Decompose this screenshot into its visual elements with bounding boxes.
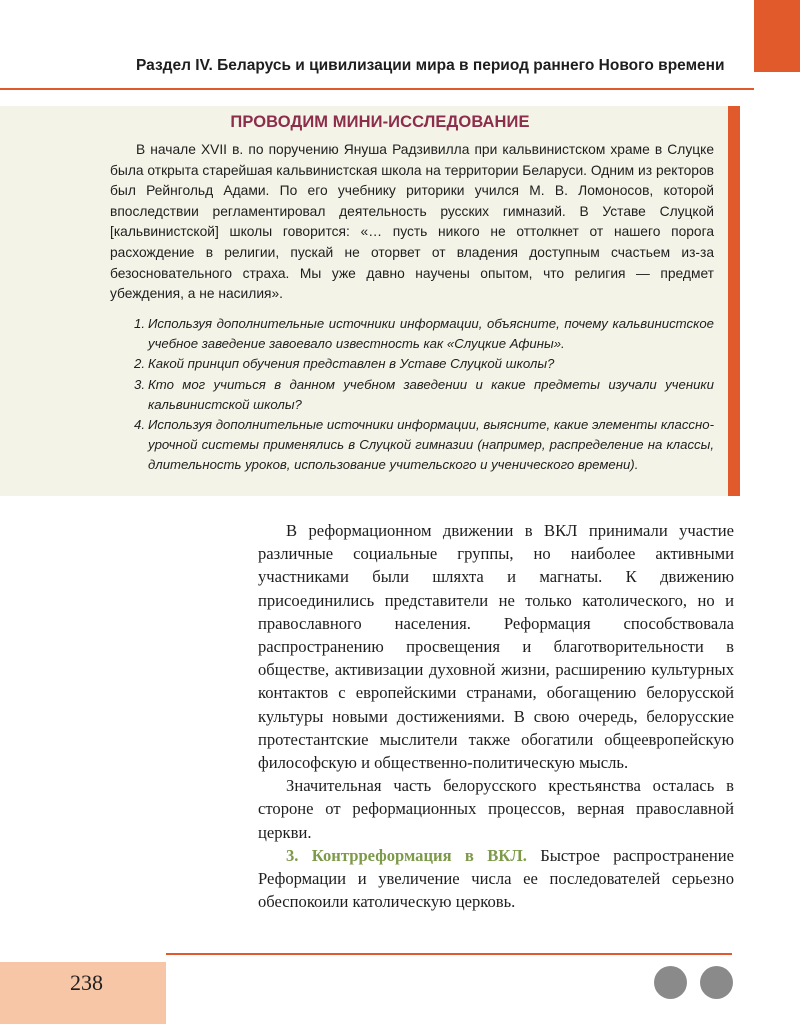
decor-dot (700, 966, 733, 999)
research-box-paragraph: В начале XVII в. по поручению Януша Радзивилла при кальвинистском храме в Слуцке была открыта старейшая кальвинистская школа на территории Беларуси. Одним из ректоров был Рейнгольд Адами. По его учебнику риторики учился М. В. Ломоносов, которой впоследствии регламентировал деятельность русских гимназий. В Уставе Слуцкой [кальвинистской] школы говорится: «… пусть никого не оттолкнет от нашего порога расхождение в религии, пускай не оторвет от владения доступным счастьем из-за безосновательного страха. Мы уже давно научены опытом, что религия — предмет убеждения, а не насилия». (110, 142, 714, 302)
question-item (110, 354, 714, 374)
question-text: Кто мог учиться в данном учебном заведении и какие предметы изучали ученики кальвинистской школы? (148, 376, 714, 412)
question-text: Используя дополнительные источники информации, выясните, какие элементы классно-урочной системы применялись в Слуцкой гимназии (например, распределение на классы, длительность уроков, использование учительского и ученического времени). (148, 417, 714, 473)
decor-dot (654, 966, 687, 999)
main-paragraph: Значительная часть белорусского крестьянства осталась в стороне от реформационных процессов, верная православной церкви. (258, 776, 734, 842)
main-paragraph (258, 844, 734, 914)
corner-tab (754, 0, 800, 72)
page-number: 238 (70, 970, 103, 995)
question-item (110, 375, 714, 415)
footer-divider (166, 953, 732, 955)
section-heading: 3. Контрреформация в ВКЛ. (286, 845, 527, 865)
question-text: Какой принцип обучения представлен в Уставе Слуцкой школы? (148, 356, 555, 372)
question-number: 1. (134, 316, 145, 331)
research-box-stripe (728, 106, 740, 496)
question-text: Используя дополнительные источники информации, объясните, почему кальвинистское учебное заведение завоевало известность как «Слуцкие Афины». (148, 316, 714, 352)
header-divider (0, 88, 754, 90)
main-paragraph: В реформационном движении в ВКЛ принимали участие различные социальные группы, но наиболее активными участниками были шляхта и магнаты. К движению присоединились представители не только католического, но и православного населения. Реформация способствовала распространению просвещения и благотворительности в обществе, активизации духовной жизни, расширению культурных контактов с европейскими странами, обогащению белорусской культуры новыми достижениями. В свою очередь, белорусские протестантские мыслители также обогатили общеевропейскую философскую и общественно-политическую мысль. (258, 521, 734, 773)
question-list (110, 314, 714, 476)
section-paragraph-text: Быстрое распространение Реформации и увеличение числа ее последователей серьезно обеспокоили католическую церковь. (258, 845, 734, 912)
question-item (110, 415, 714, 476)
question-number: 4. (134, 417, 145, 433)
question-number: 2. (134, 356, 145, 372)
section-header-title: Раздел IV. Беларусь и цивилизации мира в период раннего Нового времени (136, 57, 725, 74)
research-box-title: ПРОВОДИМ МИНИ-ИССЛЕДОВАНИЕ (230, 113, 530, 131)
question-number: 3. (134, 376, 145, 392)
question-item (110, 314, 714, 354)
main-text (258, 519, 734, 913)
